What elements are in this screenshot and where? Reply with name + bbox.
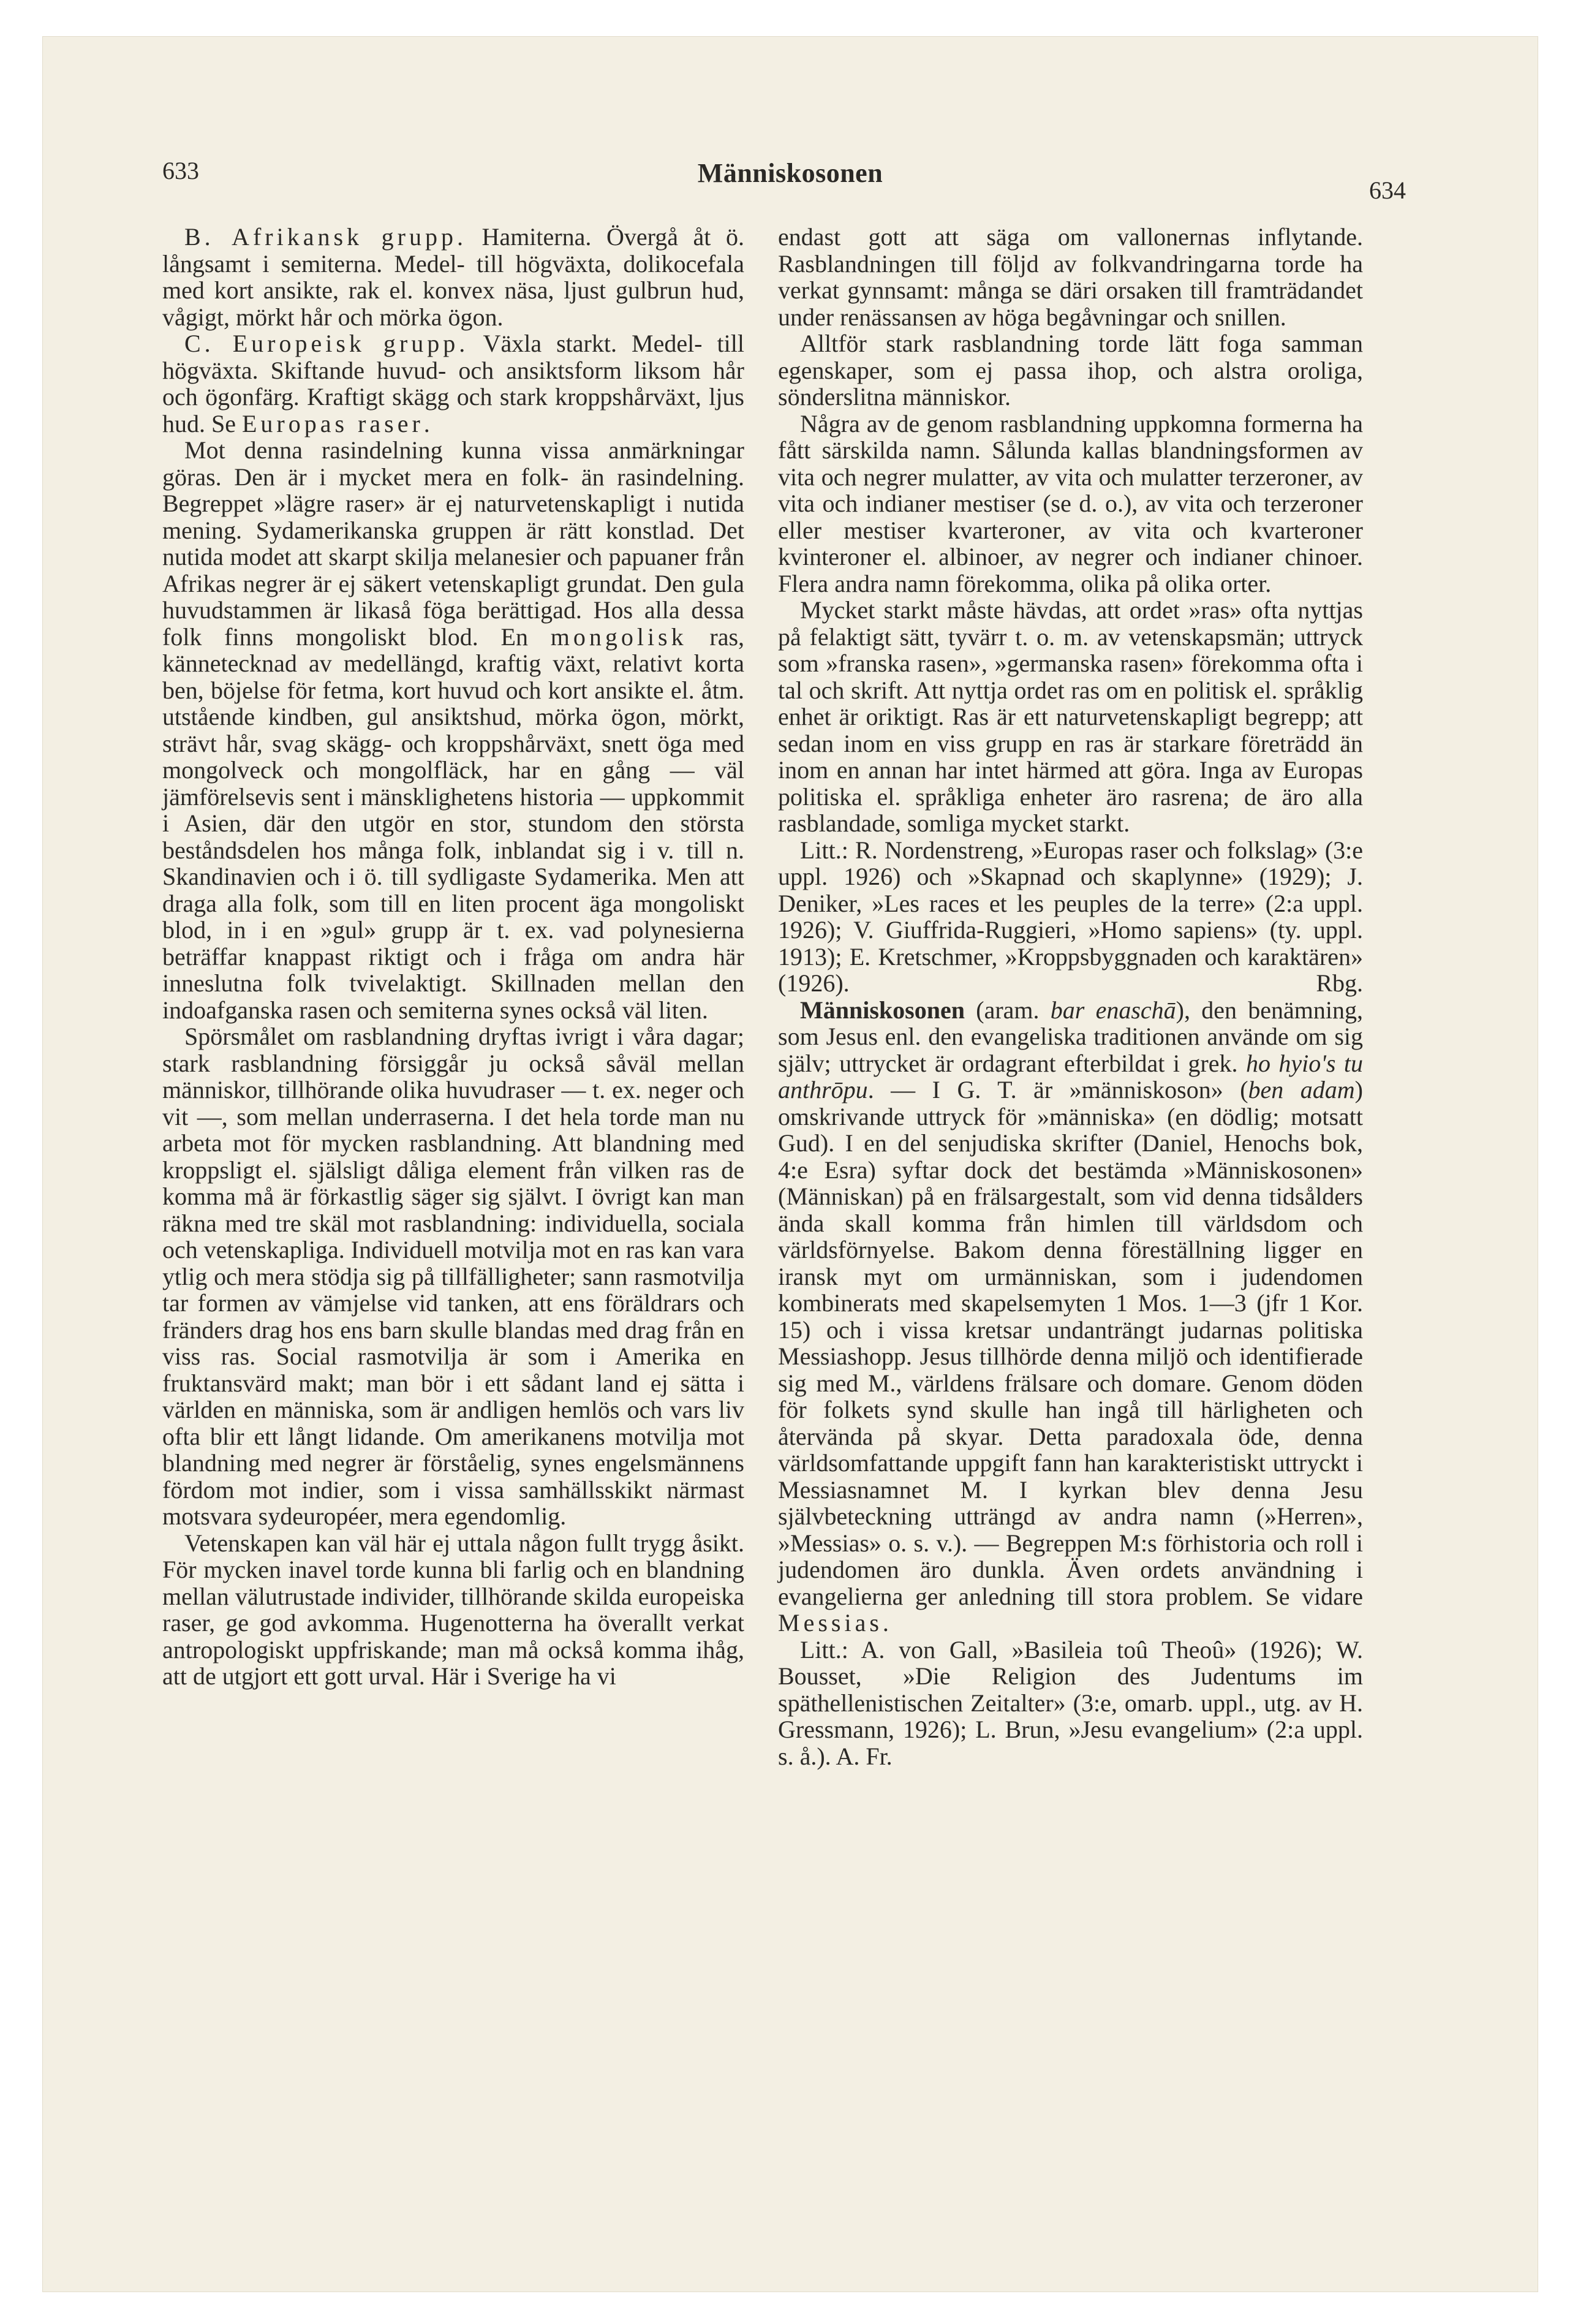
literature-raser [778,837,1363,997]
running-title: Människosonen [697,158,883,188]
paragraph-european-group [162,330,744,437]
ref-messias[interactable]: Messias [778,1609,883,1637]
paragraph-names: Några av de genom rasblandning uppkomna formerna ha fått särskilda namn. Sålunda kallas blandningsformen av vita och negrer mulatter, av vita och mulatter terzeroner, av vita och indianer mestiser (se d. o.), av vita och terzeroner eller mestiser kvarteroner, av vita och kvarteroner kvinteroner el. albinoer, av negrer och indianer chinoer. Flera andra namn förekomma, olika på olika orter. [778,409,1363,597]
paragraph-text: . [882,1609,889,1637]
page-header [43,156,1538,211]
literature-text: Litt.: R. Nordenstreng, »Europas raser och folkslag» (3:e uppl. 1926) och »Skapnad och skaplynne» (1929); J. Deniker, »Les races et les peuples de la terre» (2:a uppl. 1926); V. Giuffrida-Ruggieri, »Homo sapiens» (ty. uppl. 1913); E. Kretschmer, »Kroppsbyggnaden och karaktären» (1926). [778,836,1363,997]
paragraph-strong-mixing: Alltför stark rasblandning torde lätt foga samman egenskaper, som ej passa ihop, och alstra oroliga, sönderslitna människor. [778,330,1363,411]
literature-manniskosonen [778,1637,1363,1770]
page-number-right: 634 [1369,176,1406,204]
paragraph-word-ras: Mycket starkt måste hävdas, att ordet »ras» ofta nyttjas på felaktigt sätt, tyvärr t. o. m. av vetenskapsmän; uttryck som »franska rasen», »germanska rasen» förekomma ofta i tal och skrift. Att nyttja ordet ras om en politisk el. språklig enhet är oriktigt. Ras är ett naturvetenskapligt begrepp; att sedan inom en viss grupp en ras är starkare företrädd än inom en annan har intet härmed att göra. Inga av Europas politiska el. språkliga enheter äro rasrena; de äro alla rasblandade, somliga mycket starkt. [778,596,1363,837]
aramaic-term: bar enaschā [1050,996,1176,1024]
paragraph-text: . [423,409,430,437]
entry-headword: Människosonen [800,996,965,1024]
paragraph-text: ), den benämning, som Jesus enl. den evangeliska traditionen använde om sig själv; uttrycket är ordagrant efterbildat i grek. [778,996,1363,1077]
paragraph-text: ras, kännetecknad av medellängd, kraftig växt, relativt korta ben, böjelse för fetma, kort huvud och kort ansikte el. åtm. utstående kindben, gul ansiktshud, mörka ögon, mörkt, strävt hår, svag skägg- och kroppshårväxt, snett öga med mongolveck och mongolfläck, har en gång — väl jämförelsevis sent i mänsklighetens historia — uppkommit i Asien, där den utgör en stor, stundom den största beståndsdelen hos många folk, inblandat sig i v. till n. Skandinavien och i ö. till sydligaste Sydamerika. Men att draga alla folk, som till en liten procent äga mongoliskt blod, in i en »gul» grupp är t. ex. vad polynesierna beträffar knappast riktigt och i fråga om andra här inneslutna folk tvivelaktigt. Skillnaden mellan den indoafganska rasen och semiterna synes också väl liten. [162,623,745,1024]
ref-europas-raser[interactable]: Europas raser [242,409,424,437]
left-column [162,224,744,1690]
term-african-group: B. Afrikansk grupp. [184,223,467,251]
author-signature: A. Fr. [836,1742,893,1770]
paragraph-african-group [162,224,744,330]
term-mongolisk: mongolisk [550,623,687,651]
paragraph-text: (aram. [964,996,1051,1024]
literature-text: Litt.: A. von Gall, »Basileia toû Theoû» (1926); W. Bousset, »Die Religion des Judentums im späthellenistischen Zeitalter» (3:e, omarb. uppl., utg. av H. Gressmann, 1926); L. Brun, »Jesu evangelium» (2:a uppl. s. å.). [778,1635,1363,1770]
entry-manniskosonen [778,997,1363,1637]
author-signature: Rbg. [1316,969,1363,997]
term-european-group: C. Europeisk grupp. [184,330,469,357]
paragraph-text: Hamiterna. Övergå åt ö. långsamt i semiterna. Medel- till högväxta, dolikocefala med kort ansikte, rak el. konvex näsa, ljust gulbrun hud, vågigt, mörkt hår och mörka ögon. [162,223,744,331]
paragraph-science: Vetenskapen kan väl här ej uttala någon fullt trygg åsikt. För mycken inavel torde kunna bli farlig och en blandning mellan välutrustade individer, tillhörande skilda europeiska raser, ge god avkomma. Hugenotterna ha överallt verkat antropologiskt uppfriskande; man må också komma ihåg, att de utgjort ett gott urval. Här i Sverige ha vi [162,1529,744,1690]
paragraph-text: Växla starkt. Medel- till högväxta. Skiftande huvud- och ansiktsform liksom hår och ögonfärg. Kraftigt skägg och stark kroppshårväxt, ljus hud. Se [162,330,744,437]
paragraph-continuation: endast gott att säga om vallonernas inflytande. Rasblandningen till följd av folkvandringarna torde ha verkat gynnsamt: många se däri orsaken till framträdandet under renässansen av höga begåvningar och snillen. [778,223,1363,331]
paragraph-text: . — I G. T. är »människoson» ( [867,1076,1248,1103]
paragraph-race-mixing: Spörsmålet om rasblandning dryftas ivrigt i våra dagar; stark rasblandning försiggår ju också såväl mellan människor, tillhörande olika huvudraser — t. ex. neger och vit —, som mellan underraserna. I det hela torde man nu arbeta mot för mycken rasblandning. Att blandning med kroppsligt el. själsligt dåliga element från vilken ras de komma må är förkastlig säger sig självt. I övrigt kan man räkna med tre skäl mot rasblandning: individuella, sociala och vetenskapliga. Individuell motvilja mot en ras kan vara ytlig och mera stödja sig på tillfälligheter; sann rasmotvilja tar formen av vämjelse vid tanken, att ens föräldrars och fränders drag hos ens barn skulle blandas med drag från en viss ras. Social rasmotvilja är som i Amerika en fruktansvärd makt; man bör i ett sådant land ej sätta i världen en människa, som är andligen hemlös och vars liv ofta blir ett långt lidande. Om amerikanens motvilja mot blandning med negrer är förståelig, synes engelsmännens fördom mot indier, som i vissa samhällsskikt närmast motsvara sydeuropéer, mera egendomlig. [162,1023,744,1530]
hebrew-term: ben adam [1248,1076,1355,1103]
book-page [43,37,1538,2292]
right-column [778,224,1363,1769]
page-number-left: 633 [162,157,199,184]
paragraph-text: ) omskrivande uttryck för »människa» (en dödlig; motsatt Gud). I en del senjudiska skrifter (Daniel, Henochs bok, 4:e Esra) syftar dock det bestämda »Människosonen» (Människan) på en frälsargestalt, som vid denna tidsålders ända skall komma från himlen till världsdom och världsförnyelse. Bakom denna föreställning ligger en iransk myt om urmänniskan, som i judendomen kombinerats med skapelsemyten 1 Mos. 1—3 (jfr 1 Kor. 15) och i vissa kretsar undanträngt judarnas politiska Messiashopp. Jesus tillhörde denna miljö och identifierade sig med M., världens frälsare och domare. Genom döden för folkets synd skulle han ingå till härligheten och återvända på skyar. Detta paradoxala öde, denna världsomfattande uppgift fann han karakteristiskt uttryckt i Messiasnamnet M. I kyrkan blev denna Jesu självbeteckning utträngd av andra namn (»Herren», »Messias» o. s. v.). — Begreppen M:s förhistoria och roll i judendomen äro dunkla. Även ordets användning i evangelierna ger anledning till stora problem. Se vidare [778,1076,1363,1610]
greek-term: ho hyio's tu anthrōpu [778,1049,1363,1103]
paragraph-criticism [162,437,744,1023]
paragraph-text: Mot denna rasindelning kunna vissa anmärkningar göras. Den är i mycket mera en folk- än rasindelning. Begreppet »lägre raser» är ej naturvetenskapligt i nutida mening. Sydamerikanska gruppen är rätt konstlad. Det nutida modet att skarpt skilja melanesier och papuaner från Afrikas negrer är ej säkert vetenskapligt grundat. Den gula huvudstammen är likaså föga berättigad. Hos alla dessa folk finns mongoliskt blod. En [162,436,744,651]
